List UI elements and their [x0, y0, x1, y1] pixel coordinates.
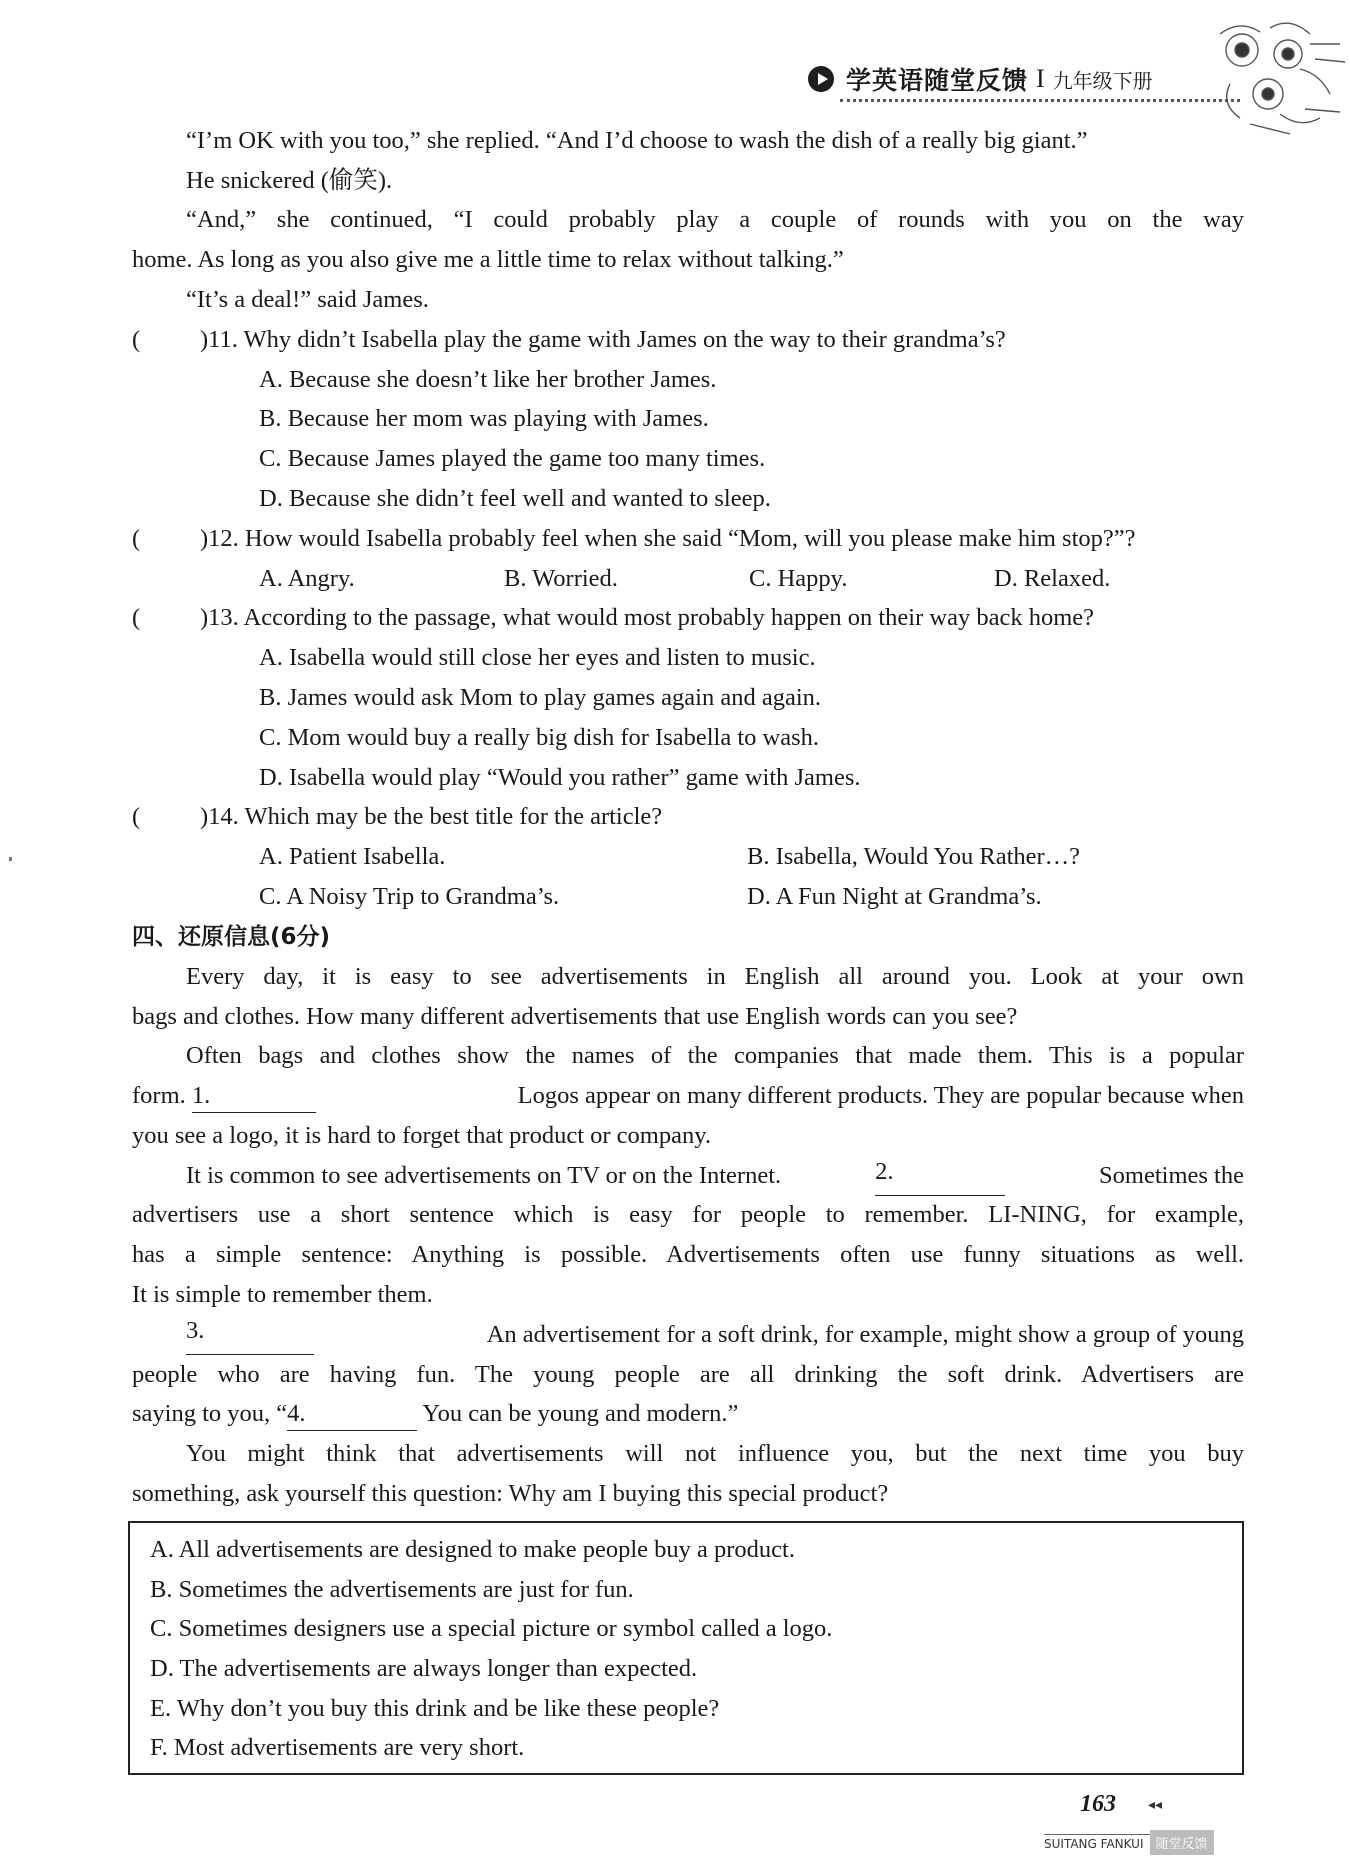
choice-c[interactable]: C. Sometimes designers use a special picture or symbol called a logo.: [150, 1615, 833, 1642]
passage-line: people who are having fun. The young people are all drinking the soft drink. Advertisers are: [132, 1361, 1244, 1388]
page-number: 163: [1080, 1791, 1116, 1817]
page-header: [808, 58, 1153, 100]
option-d[interactable]: D. A Fun Night at Grandma’s.: [747, 883, 1042, 910]
passage-line: [186, 1315, 1244, 1355]
section-heading: 四、还原信息(6分): [132, 924, 331, 950]
passage-line: “It’s a deal!” said James.: [186, 286, 429, 313]
passage-text: saying to you, “: [132, 1400, 288, 1427]
choice-e[interactable]: E. Why don’t you buy this drink and be like these people?: [150, 1695, 720, 1722]
answer-paren[interactable]: (: [132, 326, 141, 353]
passage-line: something, ask yourself this question: Why am I buying this special product?: [132, 1480, 889, 1507]
brand-latin: SUITANG FANKUI: [1044, 1834, 1150, 1851]
blank-3[interactable]: 3.: [186, 1315, 314, 1355]
passage-line: You might think that advertisements will not influence you, but the next time you buy: [186, 1440, 1244, 1467]
passage-line: [132, 1394, 1244, 1434]
option-b[interactable]: B. Isabella, Would You Rather…?: [747, 843, 1081, 870]
option-c[interactable]: C. A Noisy Trip to Grandma’s.: [259, 883, 560, 910]
choice-b[interactable]: B. Sometimes the advertisements are just for fun.: [150, 1576, 634, 1603]
choices-box: [128, 1521, 1244, 1775]
option-b[interactable]: B. James would ask Mom to play games again and again.: [259, 684, 822, 711]
question-prompt: )11. Why didn’t Isabella play the game with James on the way to their grandma’s?: [200, 326, 1006, 353]
header-separator: I: [1036, 64, 1045, 93]
option-a[interactable]: A. Isabella would still close her eyes and listen to music.: [259, 644, 816, 671]
options-row: [259, 877, 1259, 917]
passage-text: Sometimes the: [1099, 1162, 1244, 1189]
blank-4[interactable]: 4.: [287, 1398, 417, 1431]
play-icon: [808, 66, 834, 92]
passage-line: Every day, it is easy to see advertisements in English all around you. Look at your own: [186, 963, 1244, 990]
choice-f[interactable]: F. Most advertisements are very short.: [150, 1734, 525, 1761]
passage-line: He snickered (偷笑).: [186, 167, 393, 194]
choice-a[interactable]: A. All advertisements are designed to make people buy a product.: [150, 1536, 795, 1563]
option-b[interactable]: B. Worried.: [504, 565, 618, 592]
passage-line: Often bags and clothes show the names of the companies that made them. This is a popular: [186, 1042, 1244, 1069]
answer-paren[interactable]: (: [132, 604, 141, 631]
blank-1[interactable]: 1.: [192, 1080, 316, 1113]
passage-line: [132, 1076, 1244, 1116]
option-a[interactable]: A. Angry.: [259, 565, 355, 592]
passage-line: bags and clothes. How many different advertisements that use English words can you see?: [132, 1003, 1018, 1030]
options-row: [259, 837, 1259, 877]
footer-brand: [1044, 1830, 1274, 1854]
double-arrow-icon: ◂◂: [1148, 1798, 1163, 1813]
passage-line: [186, 1156, 1244, 1196]
option-a[interactable]: A. Patient Isabella.: [259, 843, 446, 870]
options-row: [259, 559, 1259, 599]
header-dotted-rule: [840, 99, 1240, 102]
passage-text: You can be young and modern.”: [422, 1400, 739, 1427]
passage-line: “And,” she continued, “I could probably play a couple of rounds with you on the way: [186, 206, 1244, 233]
choice-d[interactable]: D. The advertisements are always longer than expected.: [150, 1655, 698, 1682]
option-a[interactable]: A. Because she doesn’t like her brother James.: [259, 366, 717, 393]
passage-line: has a simple sentence: Anything is possible. Advertisements often use funny situations as well.: [132, 1241, 1244, 1268]
brand-cn: 随堂反馈: [1150, 1830, 1214, 1855]
option-c[interactable]: C. Happy.: [749, 565, 848, 592]
option-c[interactable]: C. Because James played the game too many times.: [259, 445, 766, 472]
blank-2[interactable]: 2.: [875, 1156, 1005, 1196]
passage-text: Logos appear on many different products. They are popular because when: [517, 1082, 1244, 1109]
passage-line: advertisers use a short sentence which is easy for people to remember. LI-NING, for example,: [132, 1201, 1244, 1228]
answer-paren[interactable]: (: [132, 803, 141, 830]
passage-text: form.: [132, 1082, 186, 1109]
option-d[interactable]: D. Relaxed.: [994, 565, 1111, 592]
passage-line: home. As long as you also give me a little time to relax without talking.”: [132, 246, 844, 273]
option-c[interactable]: C. Mom would buy a really big dish for Isabella to wash.: [259, 724, 820, 751]
answer-paren[interactable]: (: [132, 525, 141, 552]
passage-text: It is common to see advertisements on TV or on the Internet.: [186, 1162, 782, 1189]
question-prompt: )13. According to the passage, what would most probably happen on their way back home?: [200, 604, 1095, 631]
grade-label: 九年级下册: [1052, 68, 1153, 93]
passage-text: An advertisement for a soft drink, for example, might show a group of young: [486, 1321, 1244, 1348]
passage-line: you see a logo, it is hard to forget that product or company.: [132, 1122, 712, 1149]
passage-line: “I’m OK with you too,” she replied. “And I’d choose to wash the dish of a really big giant.”: [186, 127, 1088, 154]
question-prompt: )12. How would Isabella probably feel when she said “Mom, will you please make him stop?”?: [200, 525, 1136, 552]
question-prompt: )14. Which may be the best title for the article?: [200, 803, 663, 830]
book-title: 学英语随堂反馈: [846, 66, 1029, 95]
option-b[interactable]: B. Because her mom was playing with James.: [259, 405, 709, 432]
option-d[interactable]: D. Isabella would play “Would you rather” game with James.: [259, 764, 861, 791]
margin-mark: [9, 857, 12, 861]
passage-line: It is simple to remember them.: [132, 1281, 433, 1308]
option-d[interactable]: D. Because she didn’t feel well and wanted to sleep.: [259, 485, 771, 512]
